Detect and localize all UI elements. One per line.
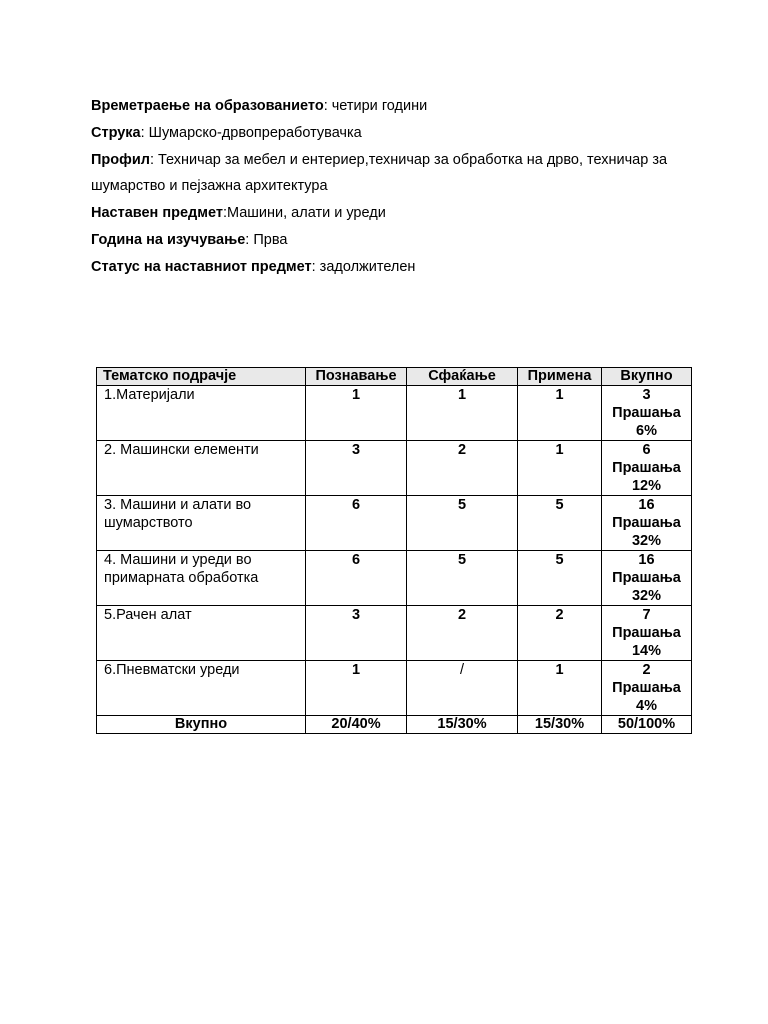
row-topic: 1.Материјали xyxy=(97,386,306,441)
row-total-word: Прашања xyxy=(612,570,681,586)
table-row xyxy=(97,661,692,716)
row-total xyxy=(602,606,692,661)
row-topic: 4. Машини и уреди во примарната обработка xyxy=(97,551,306,606)
status-label: Статус на наставниот предмет xyxy=(91,258,312,275)
row-topic: 6.Пневматски уреди xyxy=(97,661,306,716)
row-knowledge: 6 xyxy=(306,551,407,606)
row-total-percent: 6% xyxy=(636,423,657,439)
footer-application: 15/30% xyxy=(518,716,602,734)
row-application: 2 xyxy=(518,606,602,661)
row-total-word: Прашања xyxy=(612,460,681,476)
row-application: 5 xyxy=(518,551,602,606)
row-total xyxy=(602,661,692,716)
exam-plan-table xyxy=(96,367,692,734)
year-label: Година на изучување xyxy=(91,231,246,248)
row-total-word: Прашања xyxy=(612,515,681,531)
row-understanding: 2 xyxy=(407,606,518,661)
duration-value: : четири години xyxy=(323,98,428,114)
table-row xyxy=(97,606,692,661)
header-understanding: Сфаќање xyxy=(407,368,518,386)
row-total-count: 2 xyxy=(642,662,651,678)
year-value: : Прва xyxy=(245,231,288,248)
row-total-word: Прашања xyxy=(612,680,681,696)
row-application: 1 xyxy=(518,386,602,441)
profile-label: Профил xyxy=(91,151,150,168)
row-total xyxy=(602,441,692,496)
footer-understanding: 15/30% xyxy=(407,716,518,734)
field-label: Струка xyxy=(91,124,141,141)
footer-total: 50/100% xyxy=(602,716,692,734)
table-header-row xyxy=(97,368,692,386)
row-total xyxy=(602,386,692,441)
profile-value: : Техничар за мебел и ентериер,техничар за обработка на дрво, техничар за шумарство и пејзажна архитектура xyxy=(91,151,668,195)
row-total-count: 16 xyxy=(638,552,655,568)
year-line xyxy=(91,227,691,254)
duration-line xyxy=(91,93,691,120)
field-line xyxy=(91,120,691,147)
table-row xyxy=(97,386,692,441)
field-value: : Шумарско-дрвопреработувачка xyxy=(140,124,362,141)
row-total xyxy=(602,496,692,551)
row-topic: 3. Машини и алати во шумарството xyxy=(97,496,306,551)
footer-label: Вкупно xyxy=(97,716,306,734)
footer-knowledge: 20/40% xyxy=(306,716,407,734)
subject-line xyxy=(91,200,691,227)
header-knowledge: Познавање xyxy=(306,368,407,386)
profile-line xyxy=(91,147,681,201)
document-info xyxy=(91,93,691,281)
subject-label: Наставен предмет xyxy=(91,205,223,222)
row-total xyxy=(602,551,692,606)
row-knowledge: 3 xyxy=(306,606,407,661)
row-total-percent: 4% xyxy=(636,698,657,714)
subject-value: :Машини, алати и уреди xyxy=(222,205,386,222)
row-total-count: 3 xyxy=(642,387,651,403)
row-knowledge: 1 xyxy=(306,661,407,716)
status-line xyxy=(91,254,691,281)
row-knowledge: 3 xyxy=(306,441,407,496)
row-topic: 5.Рачен алат xyxy=(97,606,306,661)
row-understanding: 2 xyxy=(407,441,518,496)
row-application: 1 xyxy=(518,661,602,716)
row-application: 5 xyxy=(518,496,602,551)
row-knowledge: 6 xyxy=(306,496,407,551)
row-total-count: 6 xyxy=(642,442,651,458)
row-understanding: 1 xyxy=(407,386,518,441)
row-total-percent: 14% xyxy=(631,643,662,659)
row-total-percent: 32% xyxy=(631,533,662,549)
row-topic: 2. Машински елементи xyxy=(97,441,306,496)
table-row xyxy=(97,496,692,551)
row-total-count: 7 xyxy=(642,607,651,623)
row-understanding: 5 xyxy=(407,551,518,606)
row-knowledge: 1 xyxy=(306,386,407,441)
row-total-word: Прашања xyxy=(612,405,681,421)
status-value: : задолжителен xyxy=(311,258,416,275)
row-understanding: / xyxy=(407,661,518,716)
row-total-percent: 32% xyxy=(631,588,662,604)
header-application: Примена xyxy=(518,368,602,386)
row-total-count: 16 xyxy=(638,497,655,513)
header-total: Вкупно xyxy=(602,368,692,386)
row-understanding: 5 xyxy=(407,496,518,551)
table-row xyxy=(97,441,692,496)
row-application: 1 xyxy=(518,441,602,496)
row-total-percent: 12% xyxy=(631,478,662,494)
table-footer-row xyxy=(97,716,692,734)
duration-label: Времетраење на образованието xyxy=(91,98,324,114)
table-row xyxy=(97,551,692,606)
header-topic: Тематско подрачје xyxy=(97,368,306,386)
row-total-word: Прашања xyxy=(612,625,681,641)
